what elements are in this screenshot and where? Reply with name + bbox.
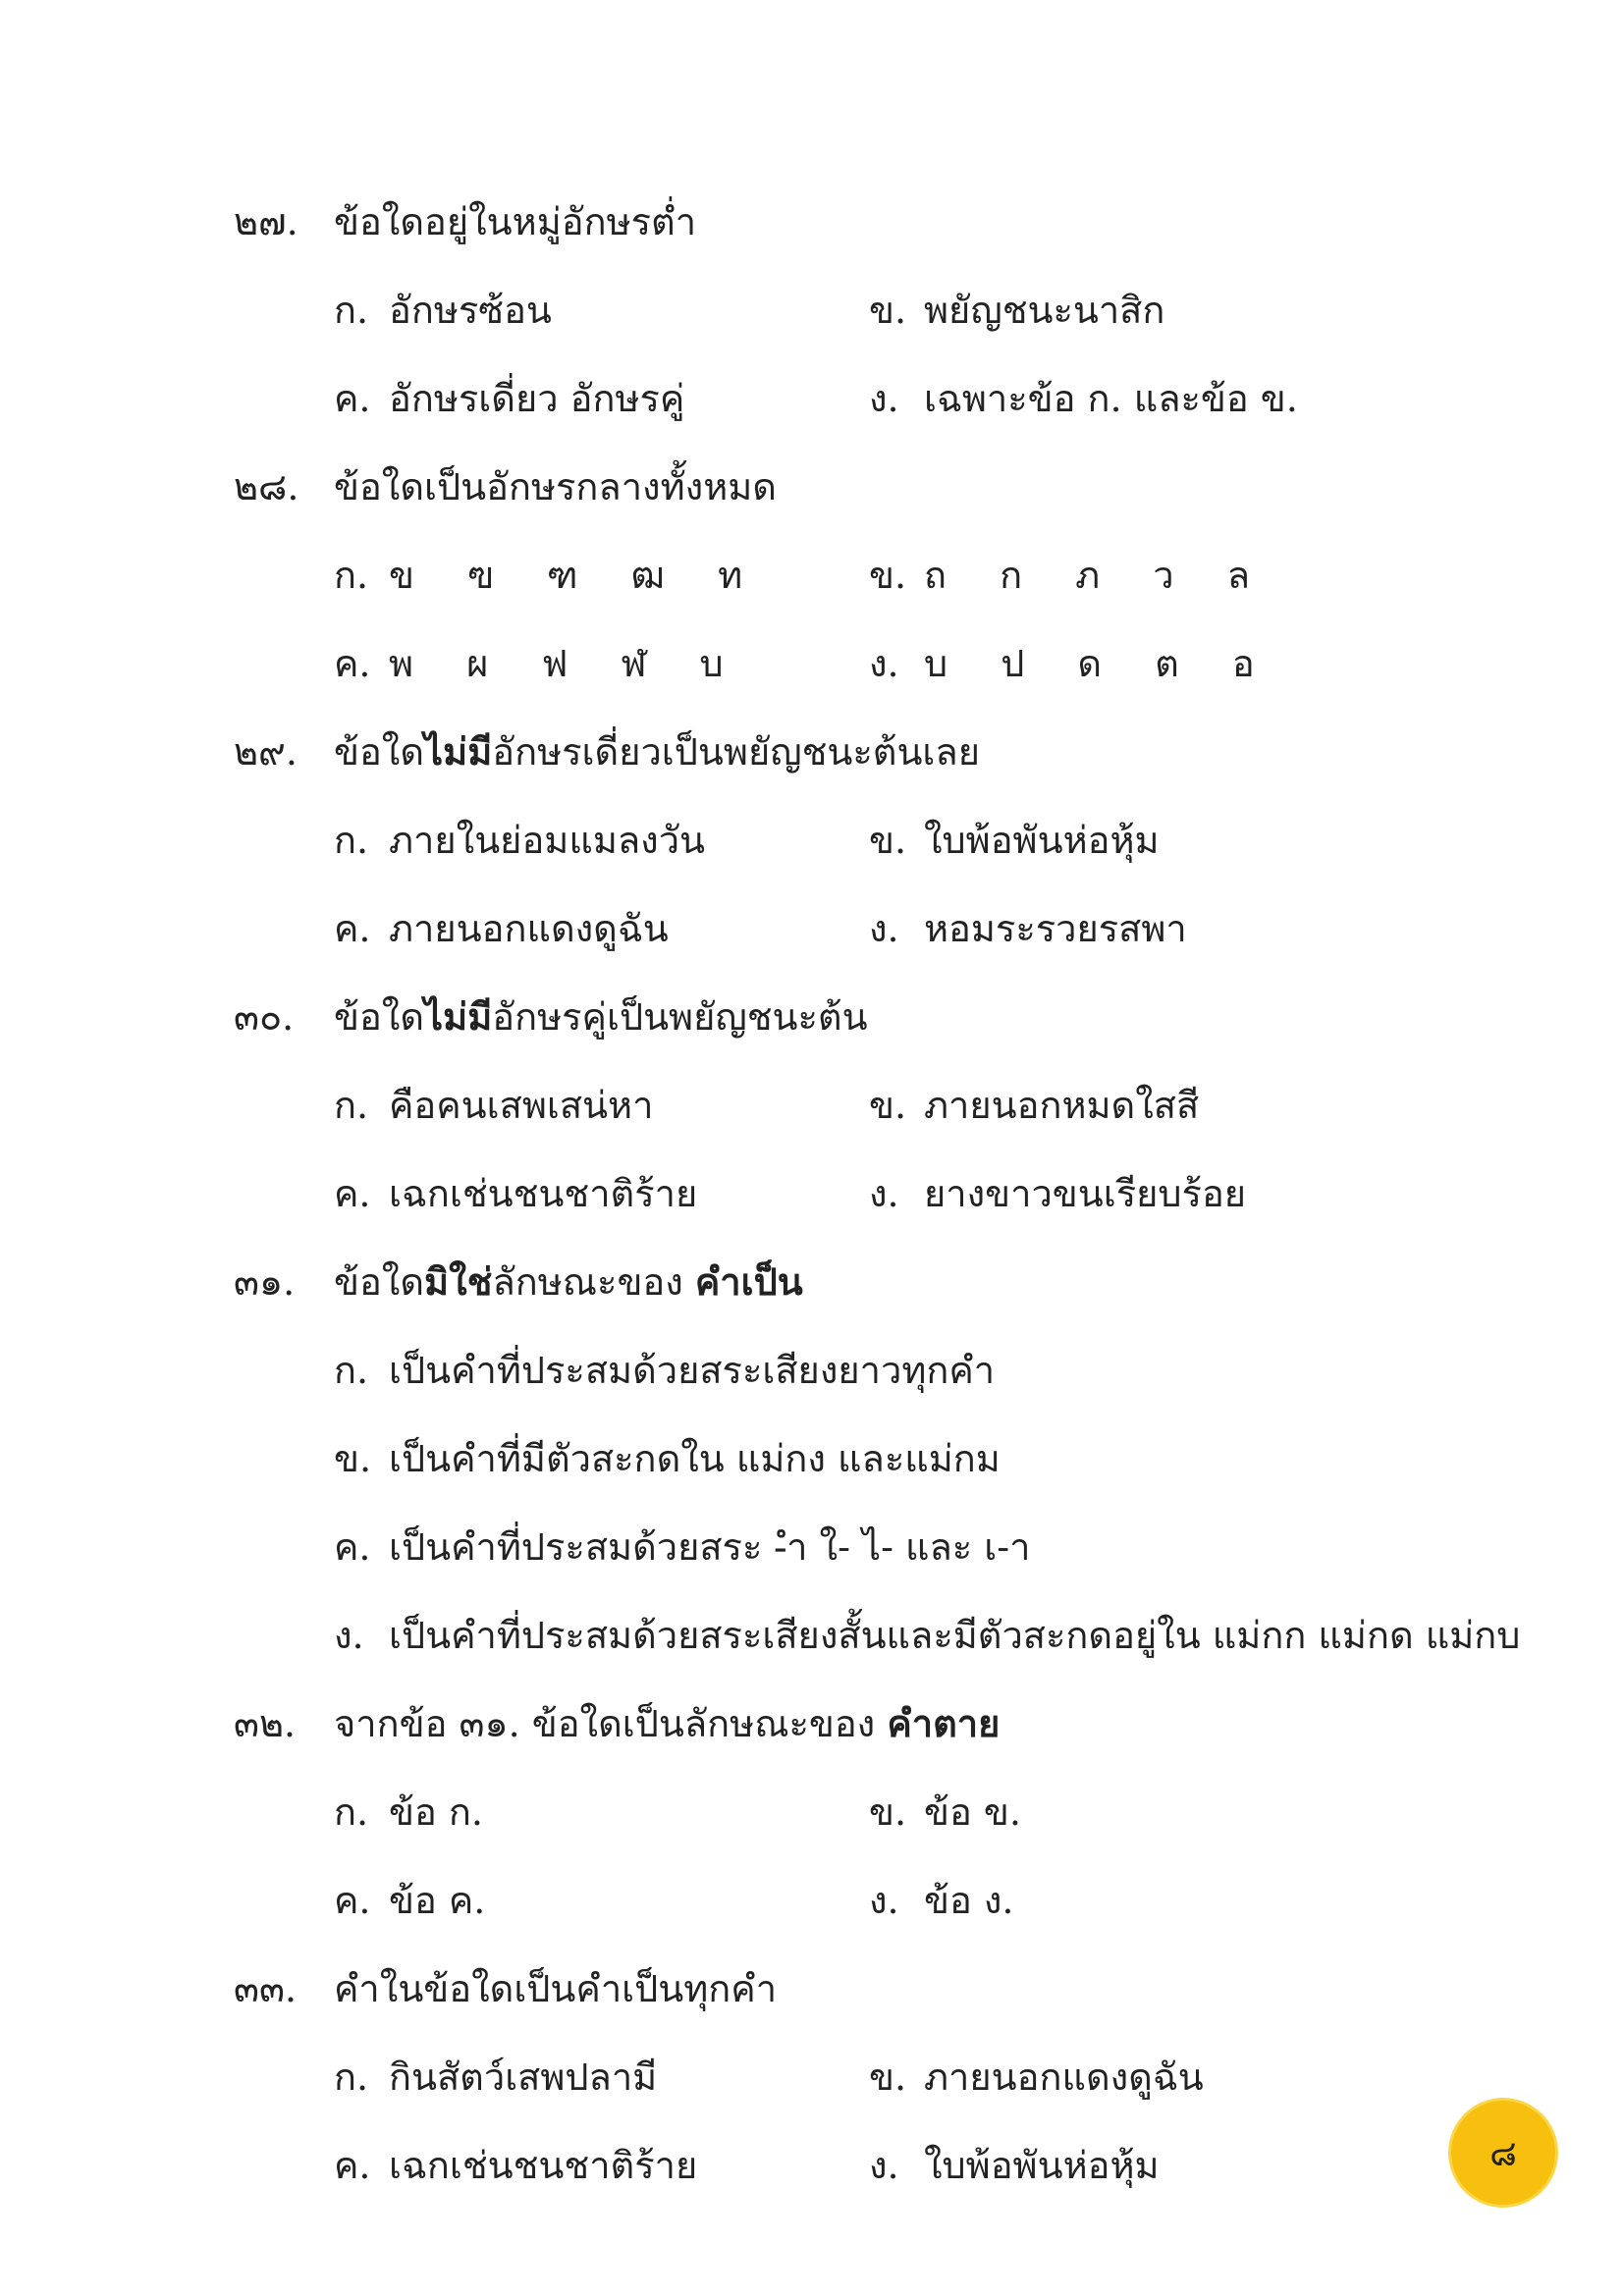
question-number: ๒๗. [234, 200, 298, 243]
option-text: เป็นคำที่ประสมด้วยสระ -ำ ใ- ไ- และ เ-า [389, 1525, 1031, 1569]
option[interactable] [334, 373, 684, 424]
option-mark: ค. [334, 377, 371, 420]
question-emphasis: มิใช่ [424, 1259, 493, 1304]
option-text: ภายนอกแดงดูฉัน [924, 2056, 1204, 2099]
question-text-part: ข้อใด [334, 995, 425, 1039]
option[interactable] [334, 815, 705, 866]
option[interactable] [869, 2140, 1160, 2191]
option[interactable] [869, 1875, 1014, 1926]
option-mark: ค. [334, 1525, 371, 1569]
option-mark: ง. [869, 1172, 899, 1215]
option-mark: ข. [334, 1437, 372, 1480]
option-text: เป็นคำที่มีตัวสะกดใน แม่กง และแม่กม [389, 1437, 1001, 1480]
option[interactable] [334, 1433, 1001, 1484]
option-mark: ง. [869, 377, 899, 420]
option-mark: ข. [869, 819, 907, 862]
question-text: คำในข้อใดเป็นคำเป็นทุกคำ [334, 1967, 778, 2010]
option-text: ภายนอกแดงดูฉัน [389, 907, 669, 950]
option-text: ภายในย่อมแมลงวัน [389, 819, 706, 862]
option[interactable] [869, 2052, 1204, 2103]
question-text-part: ลักษณะของ [492, 1260, 695, 1304]
option-mark: ข. [869, 289, 907, 332]
option-mark: ก. [334, 1790, 369, 1834]
option[interactable] [334, 1168, 697, 1219]
option-text: พ ผ ฟ ฬ บ [389, 642, 733, 685]
option-mark: ข. [869, 1084, 907, 1127]
option-mark: ง. [869, 642, 899, 685]
option[interactable] [334, 1080, 653, 1131]
option[interactable] [334, 903, 669, 954]
question-text: ข้อใดอยู่ในหมู่อักษรต่ำ [334, 200, 697, 243]
option-text: เป็นคำที่ประสมด้วยสระเสียงสั้นและมีตัวสะกดอยู่ใน แม่กก แม่กด แม่กบ [389, 1614, 1521, 1657]
option[interactable] [334, 1875, 485, 1926]
question-text [334, 1698, 1000, 1749]
option[interactable] [334, 1345, 995, 1396]
question-emphasis: ไม่มี [424, 729, 493, 774]
option[interactable] [869, 815, 1160, 866]
option-mark: ค. [334, 642, 371, 685]
option-text: ข้อ ค. [389, 1879, 486, 1922]
option-text: ถ ก ภ ว ล [924, 554, 1261, 597]
question-text [334, 726, 980, 777]
option[interactable] [334, 285, 552, 336]
question-number: ๒๘. [234, 465, 299, 508]
option[interactable] [869, 638, 1265, 689]
question-number: ๓๓. [234, 1967, 298, 2010]
option-text: อักษรซ้อน [389, 289, 552, 332]
option[interactable] [869, 1080, 1199, 1131]
option[interactable] [334, 1787, 483, 1838]
option-mark: ข. [869, 554, 907, 597]
option-text: พยัญชนะนาสิก [924, 289, 1165, 332]
question-emphasis: คำเป็น [694, 1259, 803, 1304]
option-mark: ก. [334, 2056, 369, 2099]
question-number: ๓๐. [234, 995, 295, 1039]
question-number: ๒๙. [234, 730, 298, 774]
option-text: กินสัตว์เสพปลามี [389, 2056, 658, 2099]
page-number-badge [1451, 2101, 1555, 2205]
option-text: อักษรเดี่ยว อักษรคู่ [389, 377, 685, 420]
option-mark: ค. [334, 2144, 371, 2187]
option-text: คือคนเสพเสน่หา [389, 1084, 654, 1127]
option-text: บ ป ด ต อ [924, 642, 1265, 685]
question-number: ๓๒. [234, 1702, 297, 1745]
option[interactable] [334, 1610, 1520, 1661]
option-text: เฉกเช่นชนชาติร้าย [389, 1172, 698, 1215]
option-text: ใบพ้อพันห่อหุ้ม [924, 819, 1160, 862]
option-text: เป็นคำที่ประสมด้วยสระเสียงยาวทุกคำ [389, 1349, 996, 1392]
question-text [334, 1256, 803, 1308]
question-emphasis: คำตาย [887, 1701, 1001, 1745]
option-mark: ค. [334, 1879, 371, 1922]
option[interactable] [869, 903, 1187, 954]
option-text: ภายนอกหมดใสสี [924, 1084, 1200, 1127]
option-text: เฉกเช่นชนชาติร้าย [389, 2144, 698, 2187]
question-text: ข้อใดเป็นอักษรกลางทั้งหมด [334, 465, 777, 508]
option[interactable] [869, 285, 1164, 336]
option[interactable] [869, 1168, 1246, 1219]
option[interactable] [334, 638, 733, 689]
option-text: ข ฃ ฑ ฒ ท [389, 554, 753, 597]
option-mark: ง. [869, 907, 899, 950]
question-number: ๓๑. [234, 1260, 296, 1304]
option-mark: ค. [334, 1172, 371, 1215]
option-text: ข้อ ง. [924, 1879, 1014, 1922]
option[interactable] [869, 1787, 1021, 1838]
option[interactable] [869, 550, 1260, 601]
option-text: ใบพ้อพันห่อหุ้ม [924, 2144, 1160, 2187]
option-mark: ก. [334, 554, 369, 597]
question-text-part: จากข้อ ๓๑. ข้อใดเป็นลักษณะของ [334, 1702, 888, 1745]
option-mark: ก. [334, 1349, 369, 1392]
question-text [334, 991, 868, 1042]
option-mark: ข. [869, 1790, 907, 1834]
option-text: หอมระรวยรสพา [924, 907, 1187, 950]
option-mark: ง. [869, 1879, 899, 1922]
option[interactable] [869, 373, 1298, 424]
option-text: ข้อ ก. [389, 1790, 483, 1834]
question-text-part: อักษรเดี่ยวเป็นพยัญชนะต้นเลย [492, 730, 980, 774]
option-mark: ก. [334, 819, 369, 862]
page-number: ๘ [1489, 2133, 1517, 2174]
question-text-part: ข้อใด [334, 730, 425, 774]
option[interactable] [334, 1522, 1030, 1573]
option-mark: ข. [869, 2056, 907, 2099]
option-text: ข้อ ข. [924, 1790, 1021, 1834]
question-emphasis: ไม่มี [424, 994, 493, 1039]
option-mark: ก. [334, 289, 369, 332]
option-text: เฉพาะข้อ ก. และข้อ ข. [924, 377, 1298, 420]
option[interactable] [334, 2052, 657, 2103]
option-mark: ค. [334, 907, 371, 950]
question-text-part: ข้อใด [334, 1260, 425, 1304]
option-mark: ง. [869, 2144, 899, 2187]
option-text: ยางขาวขนเรียบร้อย [924, 1172, 1247, 1215]
option[interactable] [334, 2140, 697, 2191]
question-text-part: อักษรคู่เป็นพยัญชนะต้น [492, 995, 868, 1039]
option-mark: ง. [334, 1614, 364, 1657]
option-mark: ก. [334, 1084, 369, 1127]
option[interactable] [334, 550, 752, 601]
